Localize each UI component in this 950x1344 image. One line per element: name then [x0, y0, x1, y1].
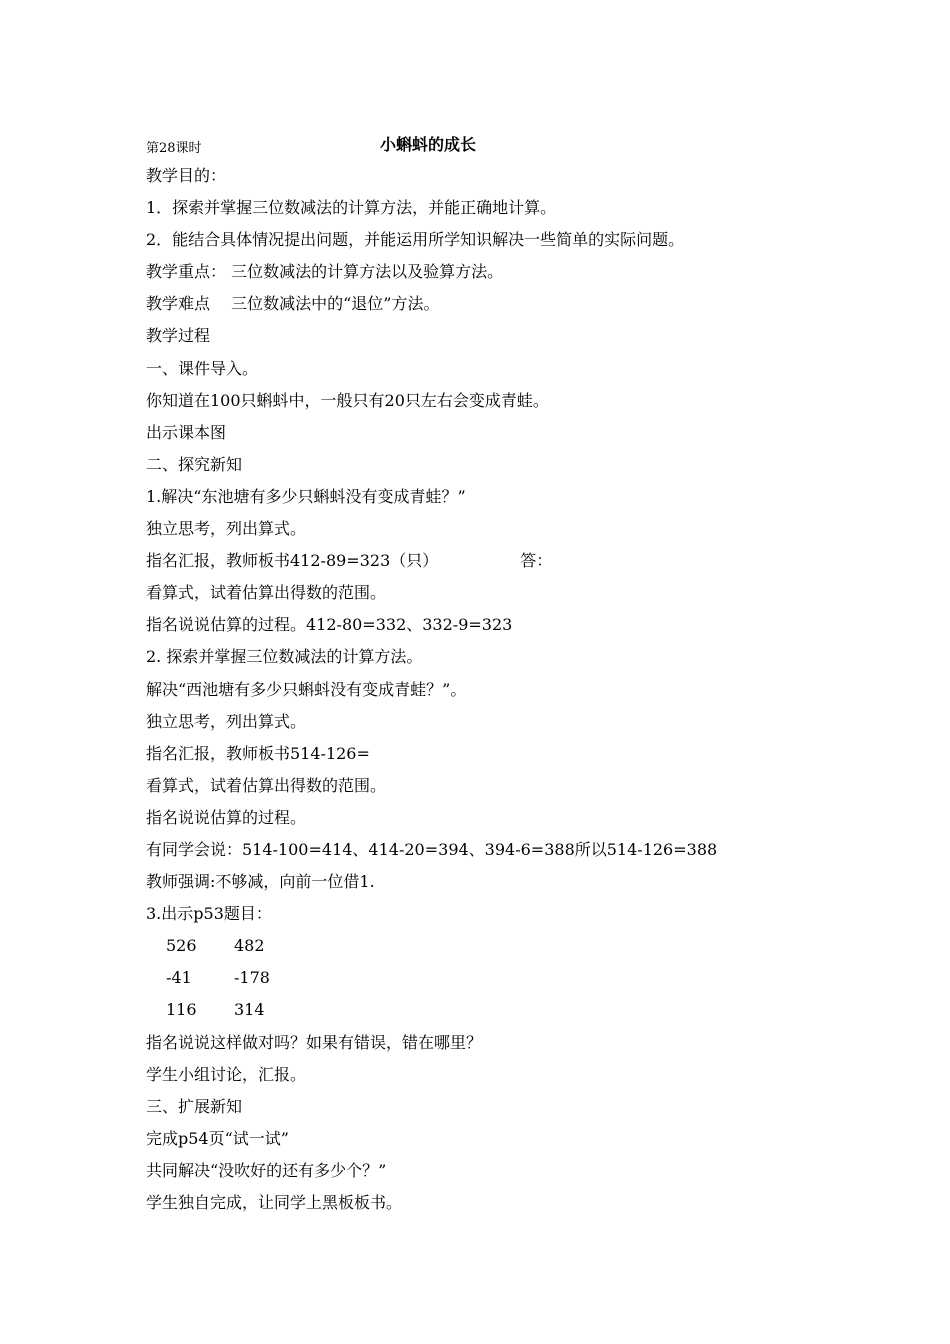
text-line: 指名汇报，教师板书514-126= [146, 743, 370, 763]
text-line: 教学目的： [146, 166, 227, 185]
text-line: 学生独自完成，让同学上黑板板书。 [146, 1193, 403, 1212]
text-line: 你知道在100只蝌蚪中，一般只有20只左右会变成青蛙。 [146, 390, 549, 410]
text-line: 1．探索并掌握三位数减法的计算方法，并能正确地计算。 [146, 198, 557, 218]
text-line: 独立思考，列出算式。 [146, 519, 307, 539]
text-line: 解决“西池塘有多少只蝌蚪没有变成青蛙？”。 [146, 679, 467, 699]
calc-row [146, 964, 866, 996]
calc-cell: 314 [234, 1000, 265, 1020]
text-line: 2．能结合具体情况提出问题，并能运用所学知识解决一些简单的实际问题。 [146, 230, 685, 250]
text-line: 3.出示p53题目： [146, 904, 272, 924]
calc-row [146, 932, 866, 964]
calc-cell: 482 [234, 936, 265, 956]
text-line: 出示课本图 [146, 422, 227, 442]
lesson-number: 第28课时 [146, 141, 202, 156]
text-line: 2. 探索并掌握三位数减法的计算方法。 [146, 647, 423, 667]
text-line: 教师强调:不够减，向前一位借1. [146, 872, 375, 892]
text-line: 三、扩展新知 [146, 1096, 243, 1116]
text-line: 一、课件导入。 [146, 358, 259, 378]
text-line: 完成p54页“试一试” [146, 1128, 289, 1148]
text-line: 教学重点： 三位数减法的计算方法以及验算方法。 [146, 262, 504, 282]
text-line: 教学难点 三位数减法中的“退位”方法。 [146, 294, 440, 314]
document-body [146, 162, 866, 1221]
report-line [146, 547, 866, 579]
header [146, 132, 846, 156]
text-line: 指名说说估算的过程。412-80=332、332-9=323 [146, 615, 513, 635]
text-line: 看算式，试着估算出得数的范围。 [146, 583, 387, 603]
answer-label: 答： [520, 551, 553, 571]
text-line: 指名说说这样做对吗？如果有错误，错在哪里？ [146, 1032, 483, 1052]
text-line: 独立思考，列出算式。 [146, 711, 307, 731]
text-line: 二、探究新知 [146, 454, 243, 474]
calc-cell: -178 [234, 968, 270, 988]
text-line: 共同解决“没吹好的还有多少个？” [146, 1160, 387, 1180]
calc-row [146, 996, 866, 1028]
calc-cell: -41 [166, 968, 192, 988]
text-line: 指名说说估算的过程。 [146, 807, 307, 827]
calc-cell: 116 [166, 1000, 197, 1020]
text-line: 1.解决“东池塘有多少只蝌蚪没有变成青蛙？” [146, 486, 466, 506]
report-text: 指名汇报，教师板书412-89=323（只） [146, 551, 439, 571]
calc-cell: 526 [166, 936, 197, 956]
text-line: 看算式，试着估算出得数的范围。 [146, 775, 387, 795]
document-title: 小蝌蚪的成长 [380, 135, 477, 154]
text-line: 学生小组讨论，汇报。 [146, 1064, 307, 1084]
text-line: 教学过程 [146, 326, 211, 346]
text-line: 有同学会说：514-100=414、414-20=394、394-6=388所以514-126=388 [146, 839, 718, 859]
